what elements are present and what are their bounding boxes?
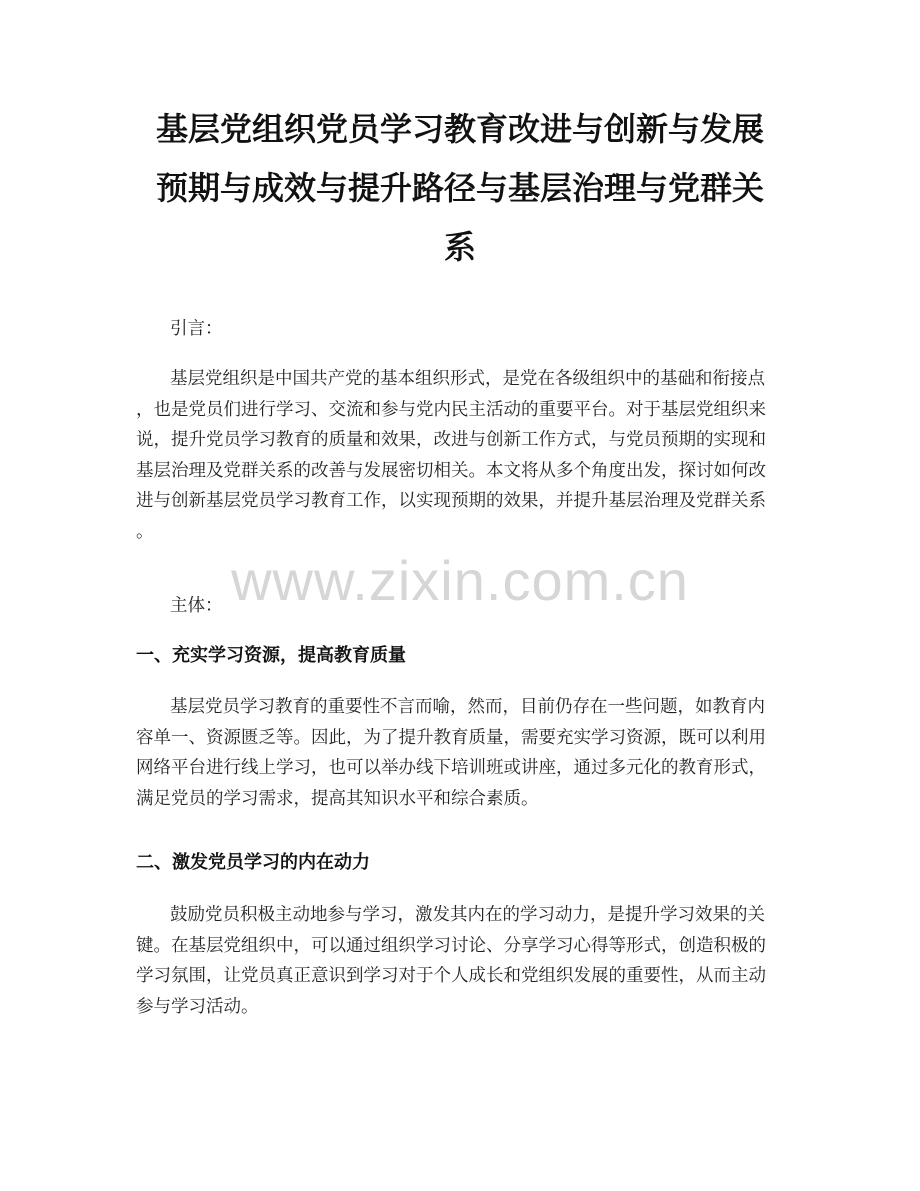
section-heading: 一、充实学习资源，提高教育质量 [136,645,406,666]
paragraph-line: 参与学习活动。 [136,996,259,1017]
paragraph-line: 说，提升党员学习教育的质量和效果，改进与创新工作方式，与党员预期的实现和 [136,430,766,450]
watermark: www.zixin.com.cn [231,549,689,612]
paragraph-line: 网络平台进行线上学习，也可以举办线下培训班或讲座，通过多元化的教育形式， [136,758,766,778]
paragraph-line: 鼓励党员积极主动地参与学习，激发其内在的学习动力，是提升学习效果的关 [170,905,765,925]
section-paragraph [136,900,786,1022]
title-line: 基层党组织党员学习教育改进与创新与发展 [155,110,764,148]
body-label: 主体： [170,596,223,616]
title-line: 预期与成效与提升路径与基层治理与党群关 [155,169,764,207]
paragraph-line: 基层治理及党群关系的改善与发展密切相关。本文将从多个角度出发，探讨如何改 [136,460,766,481]
paragraph-line: 进与创新基层党员学习教育工作，以实现预期的效果，并提升基层治理及党群关系 [136,491,766,511]
section-heading: 二、激发党员学习的内在动力 [136,852,370,873]
paragraph-line: ，也是党员们进行学习、交流和参与党内民主活动的重要平台。对于基层党组织来 [136,399,766,420]
paragraph-line: 基层党员学习教育的重要性不言而喻，然而，目前仍存在一些问题，如教育内 [170,697,765,717]
section-paragraph [136,692,786,814]
paragraph-line: 学习氛围，让党员真正意识到学习对于个人成长和党组织发展的重要性，从而主动 [136,966,766,986]
paragraph-line: 键。在基层党组织中，可以通过组织学习讨论、分享学习心得等形式，创造积极的 [136,935,766,956]
paragraph-line: 基层党组织是中国共产党的基本组织形式，是党在各级组织中的基础和衔接点 [170,369,765,389]
document-title [120,100,800,277]
paragraph-line: 满足党员的学习需求，提高其知识水平和综合素质。 [136,788,539,809]
paragraph-line: 。 [136,521,154,542]
intro-paragraph [136,364,786,547]
paragraph-line: 容单一、资源匮乏等。因此，为了提升教育质量，需要充实学习资源，既可以利用 [136,727,766,748]
title-line: 系 [443,228,476,266]
intro-label: 引言： [170,319,223,339]
